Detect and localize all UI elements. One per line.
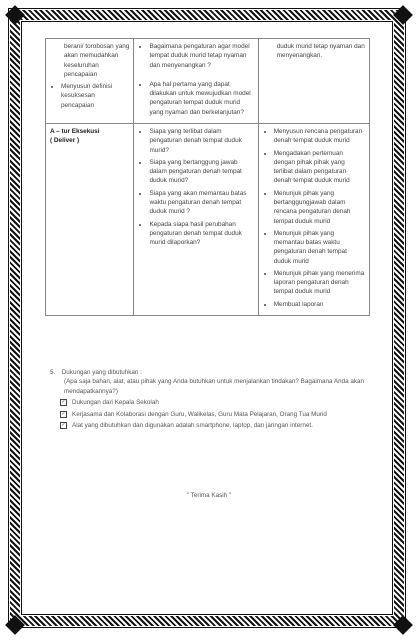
list-item: • Menunjuk pihak yang bertanggungjawab dalam rencana pengaturan denah tempat duduk murid — [274, 189, 365, 226]
list-item: • Menunjuk pihak yang memantau batas waktu pengaturan denah tempat duduk murid — [274, 229, 365, 266]
phase-title: A – tur Eksekusi — [50, 127, 100, 135]
list-item: • Kepada siapa hasil perubahan pengaturan denah tempat duduk murid dilaporkan? — [149, 220, 253, 248]
table-cell — [258, 123, 369, 315]
list-item: • Siapa yang terlibat dalam pengaturan denah tempat duduk murid? — [149, 127, 253, 155]
list-item: • Membuat laporan — [274, 300, 365, 309]
table-row — [46, 39, 370, 124]
list-item: • Bagaimana pengaturan agar model tempat duduk murid tetap nyaman dan menyenangkan ? — [149, 42, 253, 70]
section-question: (Apa saja bahan, alat, atau pihak yang Anda butuhkan untuk menjalankan tindakan? Bagaimana Anda akan mendapatkannya?) — [64, 378, 365, 395]
table-cell — [258, 39, 369, 124]
section-heading: Dukungan yang dibutuhkan : — [61, 369, 142, 376]
list-item: • Siapa yang akan memantau batas waktu pengaturan denah tempat duduk murid ? — [149, 189, 253, 217]
closing-text: " Terima Kasih " — [186, 492, 232, 499]
list-item: • Siapa yang bertanggung jawab dalam pengaturan denah tempat duduk murid? — [149, 158, 253, 186]
action-plan-table — [45, 38, 370, 316]
checklist-label: Dukungan dari Kepala Sekolah — [72, 399, 159, 407]
list-item: • Menyusun rencana pengaturan denah tempat duduk murid — [274, 127, 365, 146]
checkbox-icon: ✓ — [61, 399, 66, 406]
list-item: • Apa hal pertama yang dapat dilakukan untuk mewujudkan model pengaturan tempat duduk murid yang nyaman dan berkelanjutan? — [149, 80, 253, 117]
phase-subtitle: ( Deliver ) — [50, 137, 80, 145]
table-cell — [134, 39, 258, 124]
checklist-item — [50, 398, 370, 407]
section-number: 5. — [50, 369, 56, 376]
list-item: berani/ torobosan yang akan memudahkan keseluruhan pencapaian — [64, 43, 130, 78]
list-item: • Menyusun definisi kesuksesan pencapaian — [61, 82, 129, 110]
table-cell — [46, 123, 134, 315]
checklist-label: Kerjasama dan Kolaborasi dengan Guru, Walikelas, Guru Mata Pelajaran, Orang Tua Murid — [72, 410, 327, 418]
support-section — [50, 368, 370, 431]
list-item: • Menunjuk pihak yang menerima laporan pengaturan denah tempat duduk murid — [274, 269, 365, 297]
checkbox-icon: ✓ — [61, 422, 66, 429]
checklist-label: Alat yang dibutuhkan dan digunakan adalah smartphone, laptop, dan jaringan internet. — [72, 422, 313, 430]
checklist-item — [50, 410, 370, 419]
checkbox-icon: ✓ — [61, 410, 66, 417]
table-cell — [46, 39, 134, 124]
cell-text: duduk murid tetap nyaman dan menyenangkan. — [276, 43, 365, 60]
list-item: • Mengadakan pertemuan dengan pihak pihak yang terlibat dalam pengaturan denah tempat duduk murid — [274, 149, 365, 186]
checklist-item — [50, 421, 370, 430]
table-row — [46, 123, 370, 315]
table-cell — [134, 123, 258, 315]
